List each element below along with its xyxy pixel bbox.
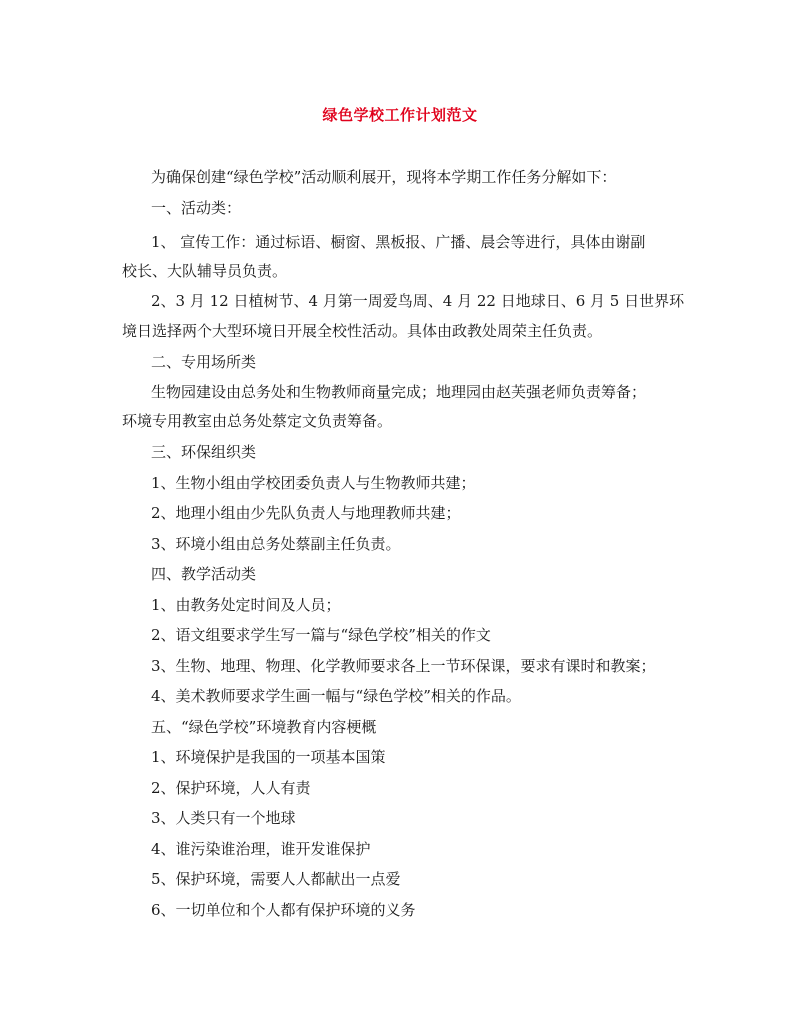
section-heading-teaching: 四、教学活动类 <box>151 565 257 583</box>
section-heading-organizations: 三、环保组织类 <box>151 443 257 461</box>
activity-item-2-line-2: 境日选择两个大型环境日开展全校性活动。具体由政教处周荣主任负责。 <box>122 322 603 340</box>
teaching-item-2: 2、语文组要求学生写一篇与“绿色学校”相关的作文 <box>151 626 491 644</box>
activity-item-2-line-1: 2、3 月 12 日植树节、4 月第一周爱鸟周、4 月 22 日地球日、6 月 5 日世界环 <box>151 292 685 310</box>
outline-item-2: 2、保护环境，人人有责 <box>151 779 311 797</box>
section-heading-venues: 二、专用场所类 <box>151 353 257 371</box>
outline-item-1: 1、环境保护是我国的一项基本国策 <box>151 748 386 766</box>
activity-item-1-line-2: 校长、大队辅导员负责。 <box>122 262 288 280</box>
activity-item-1-line-1: 1、 宣传工作：通过标语、橱窗、黑板报、广播、晨会等进行，具体由谢副 <box>151 233 646 251</box>
teaching-item-3: 3、生物、地理、物理、化学教师要求各上一节环保课，要求有课时和教案； <box>151 657 656 675</box>
teaching-item-1: 1、由教务处定时间及人员； <box>151 596 341 614</box>
section-heading-activities: 一、活动类： <box>151 199 242 217</box>
outline-item-4: 4、谁污染谁治理，谁开发谁保护 <box>151 840 371 858</box>
document-title: 绿色学校工作计划范文 <box>322 106 478 124</box>
venues-paragraph-line-2: 环境专用教室由总务处蔡定文负责筹备。 <box>122 412 393 430</box>
outline-item-3: 3、人类只有一个地球 <box>151 809 296 827</box>
intro-paragraph: 为确保创建“绿色学校”活动顺利展开，现将本学期工作任务分解如下： <box>151 168 617 186</box>
organization-item-1: 1、生物小组由学校团委负责人与生物教师共建； <box>151 474 476 492</box>
venues-paragraph-line-1: 生物园建设由总务处和生物教师商量完成；地理园由赵芙强老师负责筹备； <box>151 383 647 401</box>
teaching-item-4: 4、美术教师要求学生画一幅与“绿色学校”相关的作品。 <box>151 687 521 705</box>
outline-item-5: 5、保护环境，需要人人都献出一点爱 <box>151 870 401 888</box>
section-heading-outline: 五、“绿色学校”环境教育内容梗概 <box>151 718 377 736</box>
outline-item-6: 6、一切单位和个人都有保护环境的义务 <box>151 901 416 919</box>
organization-item-3: 3、环境小组由总务处蔡副主任负责。 <box>151 535 401 553</box>
organization-item-2: 2、地理小组由少先队负责人与地理教师共建； <box>151 504 461 522</box>
